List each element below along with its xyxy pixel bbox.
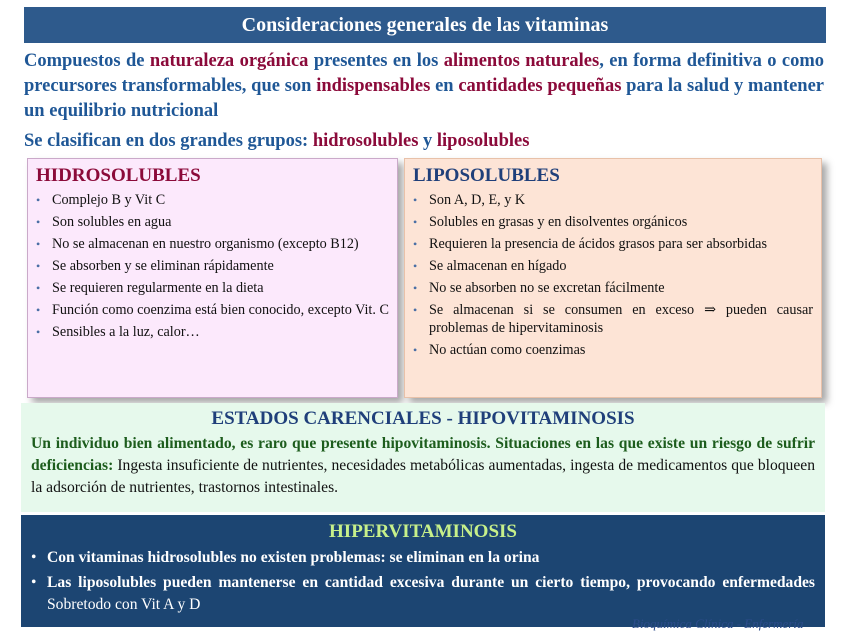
intro-highlight-4: cantidades pequeñas: [458, 76, 622, 96]
footer-credit: Bioquímica Clínica - Enfermería: [632, 616, 804, 631]
list-item: [413, 279, 813, 297]
bullet-icon: •: [413, 237, 418, 251]
list-item: [413, 257, 813, 275]
classification-line: [24, 131, 824, 152]
list-item-text: Son solubles en agua: [52, 214, 172, 230]
intro-text-4: en: [430, 76, 459, 96]
list-item-text: Sensibles a la luz, calor…: [52, 324, 200, 340]
list-item: [29, 572, 815, 616]
list-item-text: Se almacenan si se consumen en exceso ⇒ pueden causar problemas de hipervitaminosis: [429, 302, 813, 336]
list-item: [36, 323, 389, 341]
bullet-icon: •: [31, 574, 37, 591]
estados-highlight: Un individuo bien alimentado, es raro que presente hipovitaminosis. Situaciones en las que existe un riesgo de sufrir deficiencias:: [31, 435, 815, 474]
bullet-icon: •: [413, 343, 418, 357]
hiper-item-1-text: Con vitaminas hidrosolubles no existen problemas: se eliminan en la orina: [47, 549, 540, 566]
estados-paragraph: [31, 433, 815, 499]
intro-text-5: para la salud y mantener un equilibrio nutricional: [24, 76, 824, 121]
list-item-text: No se almacenan en nuestro organismo (excepto B12): [52, 236, 359, 252]
list-item: [36, 301, 389, 319]
hidrosolubles-heading: HIDROSOLUBLES: [36, 165, 201, 186]
liposolubles-list: [405, 191, 821, 359]
list-item: [413, 191, 813, 209]
bullet-icon: •: [36, 303, 41, 317]
list-item: [413, 301, 813, 337]
list-item: [36, 191, 389, 209]
bullet-icon: •: [413, 215, 418, 229]
list-item: [36, 213, 389, 231]
bullet-icon: •: [36, 325, 41, 339]
list-item-text: No se absorben no se excretan fácilmente: [429, 280, 665, 296]
list-item-text: Complejo B y Vit C: [52, 192, 166, 208]
list-item-text: Se absorben y se eliminan rápidamente: [52, 258, 274, 274]
bullet-icon: •: [36, 193, 41, 207]
hiper-item-2-rest: Sobretodo con Vit A y D: [47, 596, 201, 613]
liposolubles-box: [404, 158, 822, 398]
classify-text-1: Se clasifican en dos grandes grupos:: [24, 131, 313, 151]
bullet-icon: •: [413, 193, 418, 207]
hidrosolubles-list: [28, 191, 397, 341]
estados-heading: ESTADOS CARENCIALES - HIPOVITAMINOSIS: [211, 408, 635, 429]
hiper-heading: HIPERVITAMINOSIS: [329, 521, 517, 542]
bullet-icon: •: [31, 549, 37, 566]
list-item-text: Función como coenzima está bien conocido, excepto Vit. C: [52, 302, 389, 318]
list-item: [413, 235, 813, 253]
list-item-text: Requieren la presencia de ácidos grasos para ser absorbidas: [429, 236, 767, 252]
bullet-icon: •: [36, 237, 41, 251]
estados-carenciales-panel: [21, 403, 825, 512]
intro-text-3: , en forma definitiva o como precursores transformables, que son: [24, 51, 824, 96]
classify-text-2: y: [418, 131, 437, 151]
bullet-icon: •: [36, 281, 41, 295]
bullet-icon: •: [413, 281, 418, 295]
list-item: [413, 341, 813, 359]
liposolubles-heading: LIPOSOLUBLES: [413, 165, 560, 186]
bullet-icon: •: [36, 259, 41, 273]
intro-highlight-3: indispensables: [316, 76, 431, 96]
list-item: [29, 547, 815, 569]
slide-title: Consideraciones generales de las vitaminas: [24, 7, 826, 43]
estados-text: Ingesta insuficiente de nutrientes, necesidades metabólicas aumentadas, ingesta de medicamentos que bloqueen la adsorción de nutrientes, trastornos intestinales.: [31, 457, 815, 496]
bullet-icon: •: [413, 259, 418, 273]
intro-text-1: Compuestos de: [24, 51, 150, 71]
list-item-text: No actúan como coenzimas: [429, 342, 586, 358]
intro-highlight-1: naturaleza orgánica: [149, 51, 309, 71]
classify-highlight-hidro: hidrosolubles: [312, 131, 419, 151]
hipervitaminosis-panel: [21, 515, 825, 627]
hiper-item-2-bold: Las liposolubles pueden mantenerse en cantidad excesiva durante un cierto tiempo, provocando enfermedades: [47, 574, 815, 591]
intro-paragraph: [24, 49, 824, 124]
list-item-text: Se requieren regularmente en la dieta: [52, 280, 264, 296]
list-item-text: Son A, D, E, y K: [429, 192, 526, 208]
bullet-icon: •: [36, 215, 41, 229]
classify-highlight-lipo: liposolubles: [436, 131, 530, 151]
list-item: [36, 279, 389, 297]
intro-text-2: presentes en los: [308, 51, 444, 71]
intro-highlight-2: alimentos naturales: [443, 51, 600, 71]
list-item: [413, 213, 813, 231]
list-item-text: Solubles en grasas y en disolventes orgánicos: [429, 214, 688, 230]
list-item: [36, 257, 389, 275]
list-item: [36, 235, 389, 253]
hiper-list: [21, 547, 825, 616]
hidrosolubles-box: [27, 158, 398, 398]
bullet-icon: •: [413, 303, 418, 317]
list-item-text: Se almacenan en hígado: [429, 258, 567, 274]
